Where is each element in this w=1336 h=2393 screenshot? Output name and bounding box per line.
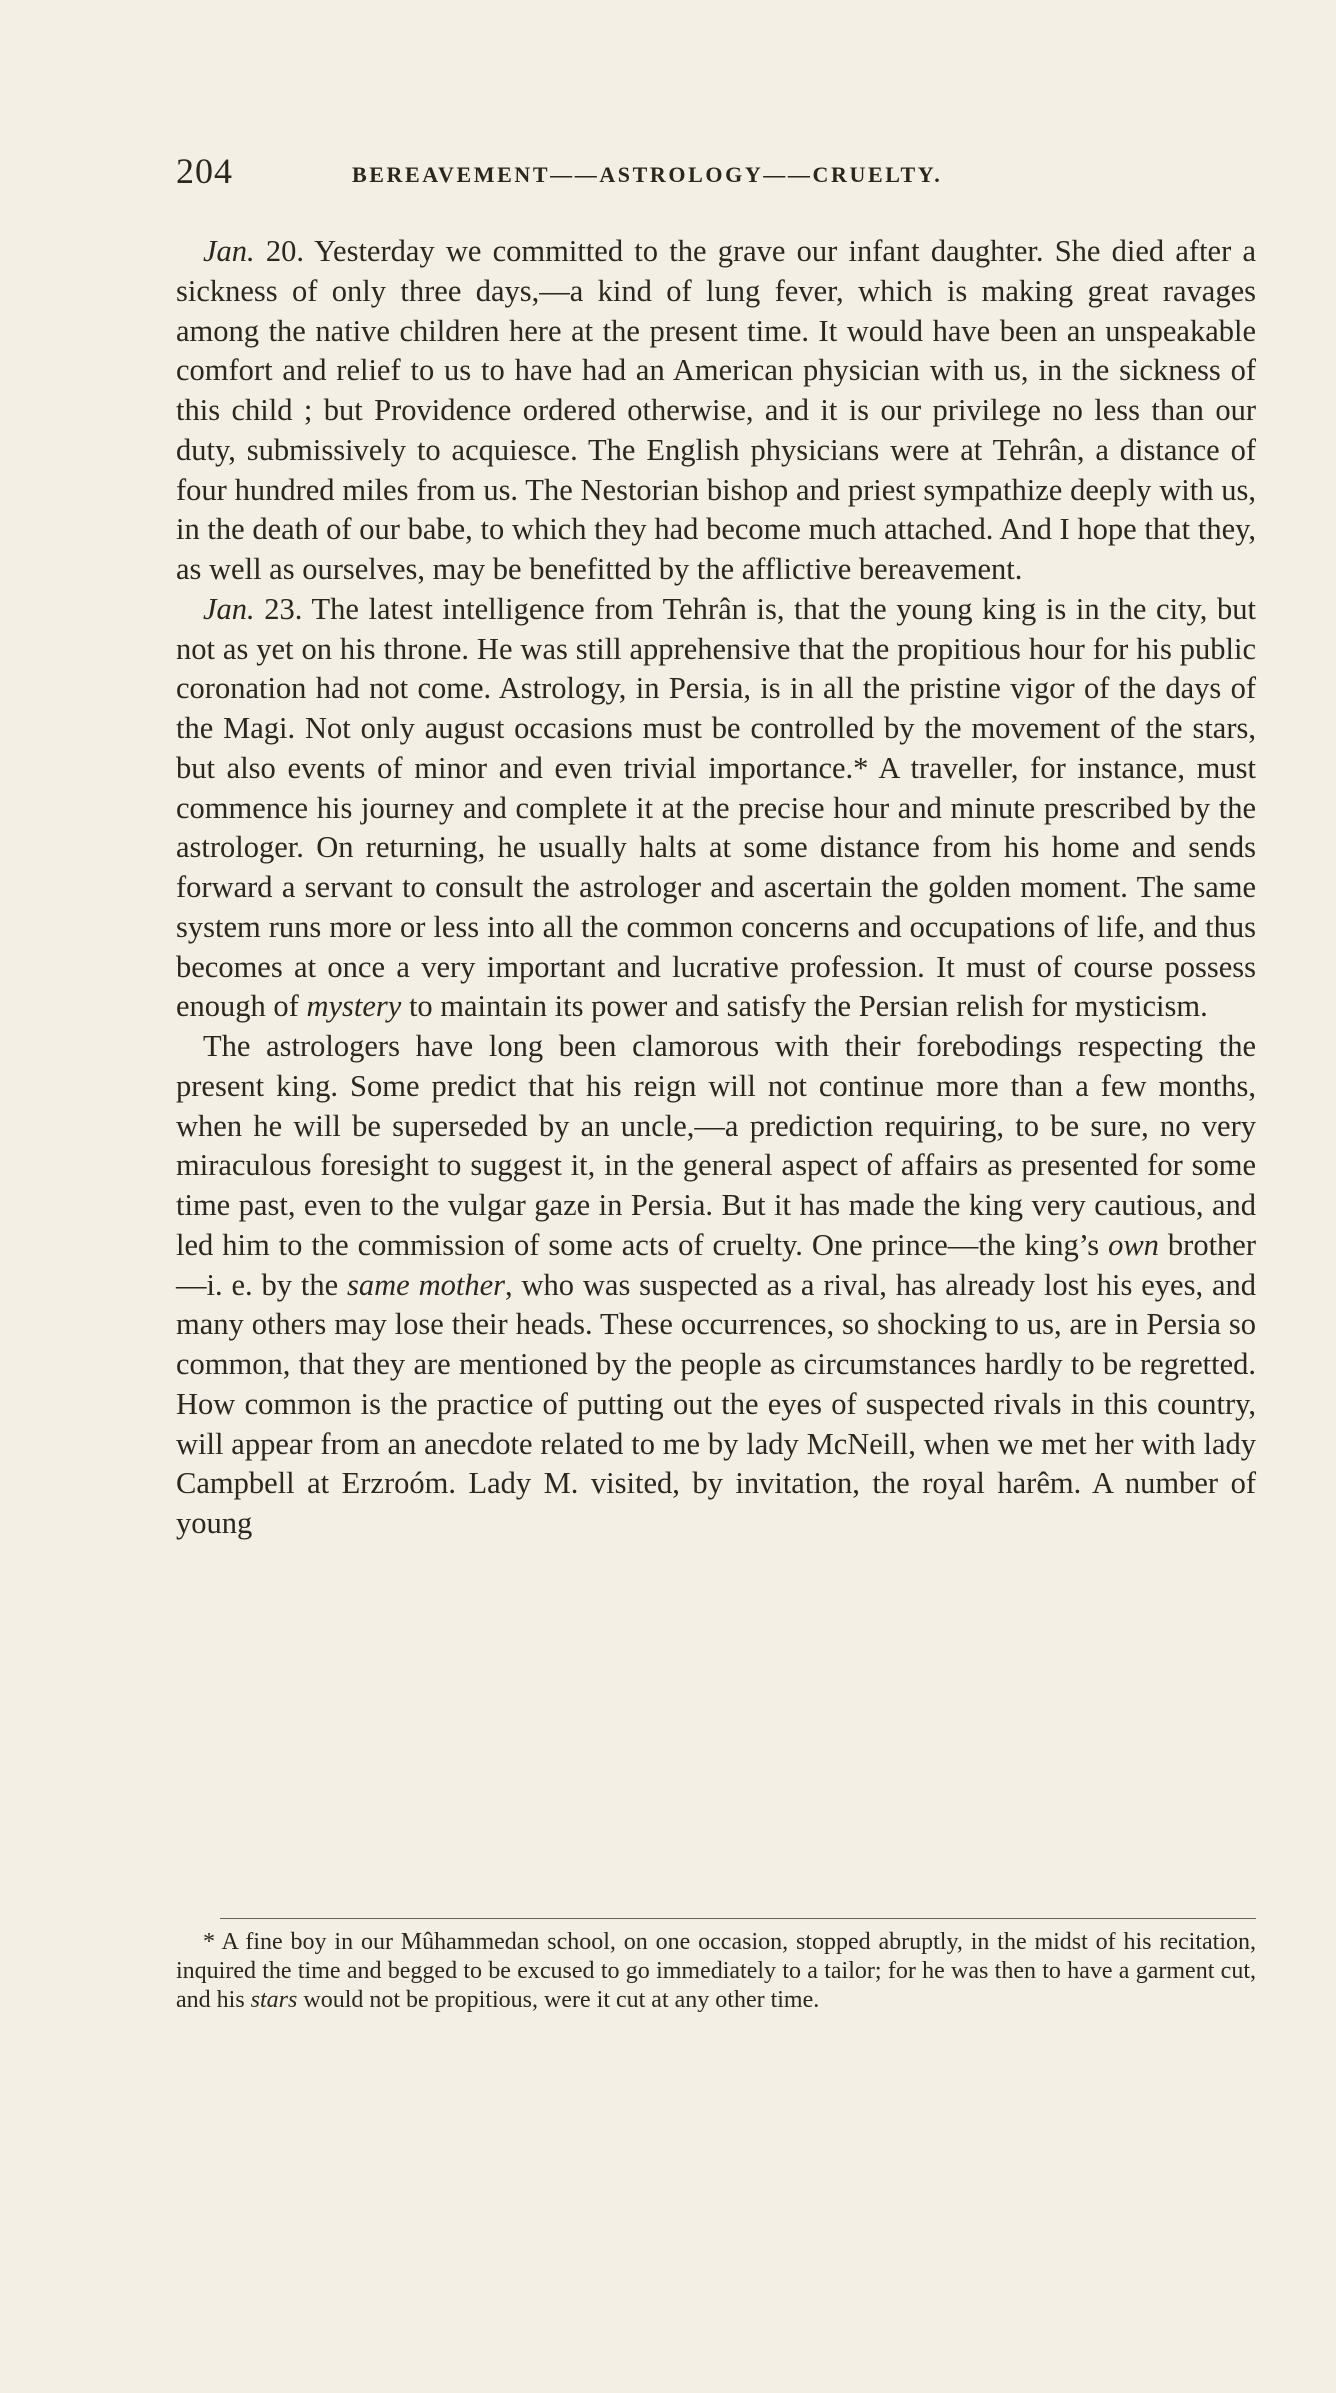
paragraph-text: 23. The latest intelligence from Tehrân is, that the young king is in the city, but not as yet on his throne. He was still apprehensive that the propitious hour for his public coronation had not come. Astrology, in Persia, is in all the pristine vigor of the days of the Magi. Not only august occasions must be controlled by the movement of the stars, but also events of minor and even trivial importance.* A traveller, for instance, must commence his journey and complete it at the precise hour and minute prescribed by the astrologer. On returning, he usually halts at some distance from his home and sends forward a servant to consult the astrologer and ascertain the golden moment. The same system runs more or less into all the common concerns and occupations of life, and thus becomes at once a very important and lucrative profession. It must of course possess enough of: [176, 591, 1256, 1024]
emphasis-text: mystery: [306, 989, 402, 1024]
date-lead: Jan.: [203, 591, 255, 626]
footnote-text: * A fine boy in our Mûhammedan school, on one occasion, stopped abruptly, in the midst of his recitation, inquired the time and begged to be excused to go immediately to a tailor; for he was then to have a garment cut, and his: [176, 1929, 1256, 2013]
paragraph-text: 20. Yesterday we committed to the grave our infant daughter. She died after a sickness of only three days,—a kind of lung fever, which is making great ravages among the native children here at the present time. It would have been an unspeakable comfort and relief to us to have had an American physician with us, in the sickness of this child ; but Providence ordered otherwise, and it is our privilege no less than our duty, submissively to acquiesce. The English physicians were at Tehrân, a distance of four hundred miles from us. The Nestorian bishop and priest sympathize deeply with us, in the death of our babe, to which they had become much attached. And I hope that they, as well as ourselves, may be benefitted by the afflictive bereavement.: [176, 234, 1256, 586]
paragraph-text: The astrologers have long been clamorous with their forebodings respecting the present king. Some predict that his reign will not continue more than a few months, when he will be superseded by an uncle,—a prediction requiring, to be sure, no very miraculous foresight to suggest it, in the general aspect of affairs as presented for some time past, even to the vulgar gaze in Persia. But it has made the king very cautious, and led him to the commission of some acts of cruelty. One prince—the king’s: [176, 1029, 1256, 1262]
running-head: BEREAVEMENT——ASTROLOGY——CRUELTY.: [352, 162, 943, 187]
footnote: [176, 1928, 1256, 2015]
date-lead: Jan.: [203, 234, 255, 268]
body-text: [176, 232, 1256, 1544]
emphasis-text: same mother: [347, 1267, 505, 1302]
emphasis-text: own: [1108, 1227, 1159, 1262]
paragraph-jan-23: [176, 590, 1256, 1027]
footnote-rule: [220, 1918, 1256, 1919]
paragraph-text: brother—i. e. by the: [176, 1227, 1256, 1302]
paragraph-astrologers: [176, 1027, 1256, 1544]
emphasis-text: stars: [250, 1987, 298, 2013]
footnote-text: would not be propitious, were it cut at any other time.: [297, 1987, 820, 2013]
page-header: [176, 150, 1256, 196]
page-number: 204: [176, 151, 233, 191]
paragraph-text: , who was suspected as a rival, has already lost his eyes, and many others may lose their heads. These occurrences, so shocking to us, are in Persia so common, that they are mentioned by the people as circumstances hardly to be regretted. How common is the practice of putting out the eyes of suspected rivals in this country, will appear from an anecdote related to me by lady McNeill, when we met her with lady Campbell at Erzroóm. Lady M. visited, by invitation, the royal harêm. A number of young: [176, 1267, 1256, 1540]
paragraph-text: to maintain its power and satisfy the Persian relish for mysticism.: [401, 989, 1208, 1024]
paragraph-jan-20: [176, 232, 1256, 590]
